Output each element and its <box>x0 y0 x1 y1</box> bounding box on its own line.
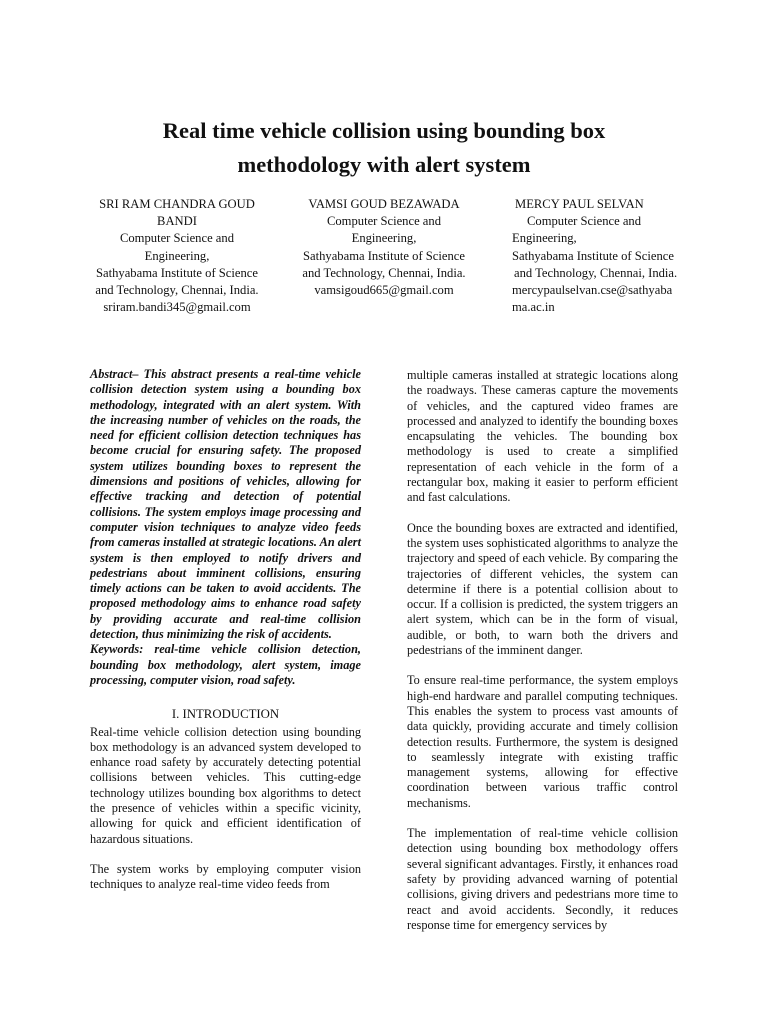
author-affiliation: and Technology, Chennai, India. <box>514 265 678 280</box>
author-affiliation: and Technology, Chennai, India. <box>302 265 466 280</box>
paper-title <box>90 114 678 182</box>
section-heading: I. INTRODUCTION <box>171 707 280 722</box>
author-affiliation: Engineering, <box>512 231 577 246</box>
author-name: BANDI <box>157 214 197 229</box>
author-name: SRI RAM CHANDRA GOUD <box>99 197 255 211</box>
author-affiliation: Sathyabama Institute of Science <box>512 248 674 263</box>
author-affiliation: Engineering, <box>351 231 417 246</box>
abstract: Abstract– This abstract presents a real-time vehicle collision detection system using a bounding box methodology, integrated with an alert system. With the increasing number of vehicles on the roads, the need for efficient collision detection techniques has become crucial for ensuring safety. The proposed system utilizes bounding boxes to represent the dimensions and positions of vehicles, allowing for effective tracking and detection of potential collisions. The system employs image processing and computer vision techniques to analyze video feeds from cameras installed at strategic locations. An alert system is then employed to notify drivers and pedestrians about imminent collisions, ensuring timely actions can be taken to avoid accidents. The proposed methodology aims to enhance road safety by providing accurate and real-time collision detection, thus minimizing the risk of accidents. <box>90 367 361 642</box>
body-paragraph: To ensure real-time performance, the system employs high-end hardware and parallel computing techniques. This enables the system to process vast amounts of data quickly, providing accurate and timely collision detection results. Furthermore, the system is designed to seamlessly integrate with existing traffic management systems, allowing for effective coordination between various traffic control mechanisms. <box>407 673 678 810</box>
author-block-2 <box>300 196 468 299</box>
author-block-1 <box>93 196 261 316</box>
author-email: ma.ac.in <box>512 300 555 315</box>
body-paragraph: Once the bounding boxes are extracted and identified, the system uses sophisticated algorithms to analyze the trajectory and speed of each vehicle. By comparing the trajectories of different vehicles, the system can determine if there is a potential collision about to occur. If a collision is predicted, the system triggers an alert system, which can be in the form of visual, audible, or both, to warn both the drivers and pedestrians of the imminent danger. <box>407 520 678 658</box>
title-line: Real time vehicle collision using bounding box <box>162 118 606 143</box>
left-column <box>90 367 361 893</box>
body-paragraph: The implementation of real-time vehicle collision detection using bounding box methodology offers several significant advantages. Firstly, it enhances road safety by providing advanced warning of potential collisions, giving drivers and pedestrians more time to react and avoid accidents. Secondly, it reduces response time for emergency services by <box>407 826 679 932</box>
author-name: MERCY PAUL SELVAN <box>515 197 644 211</box>
author-email: mercypaulselvan.cse@sathyaba <box>512 283 673 298</box>
author-affiliation: Computer Science and <box>527 214 642 229</box>
author-affiliation: Engineering, <box>144 248 210 263</box>
body-paragraph: The system works by employing computer vision techniques to analyze real-time video feeds from <box>90 861 361 892</box>
author-affiliation: and Technology, Chennai, India. <box>95 283 259 298</box>
author-affiliation: Sathyabama Institute of Science <box>303 248 465 263</box>
author-affiliation: Computer Science and <box>326 214 441 229</box>
author-name: VAMSI GOUD BEZAWADA <box>308 197 460 211</box>
keywords: Keywords: real-time vehicle collision detection, bounding box methodology, alert system, image processing, computer vision, road safety. <box>90 642 361 687</box>
body-paragraph: Real-time vehicle collision detection using bounding box methodology is an advanced system developed to enhance road safety by accurately detecting potential collisions between vehicles. This cutting-edge technology utilizes bounding box algorithms to detect the presence of vehicles within a specific vicinity, allowing for quick and efficient identification of hazardous situations. <box>90 724 361 846</box>
author-email: vamsigoud665@gmail.com <box>314 283 454 298</box>
author-email: sriram.bandi345@gmail.com <box>103 300 251 315</box>
author-affiliation: Computer Science and <box>119 231 234 246</box>
author-affiliation: Sathyabama Institute of Science <box>96 265 258 280</box>
right-column <box>407 368 678 933</box>
body-paragraph: multiple cameras installed at strategic locations along the roadways. These cameras capture the movements of vehicles, and the captured video frames are processed and analyzed to identify the bounding boxes encapsulating the vehicles. The bounding box methodology is used to create a simplified representation of each vehicle in the form of a rectangular box, making it easier to perform efficient and fast calculations. <box>407 368 678 505</box>
author-block-3 <box>512 196 687 316</box>
title-line: methodology with alert system <box>237 152 531 177</box>
